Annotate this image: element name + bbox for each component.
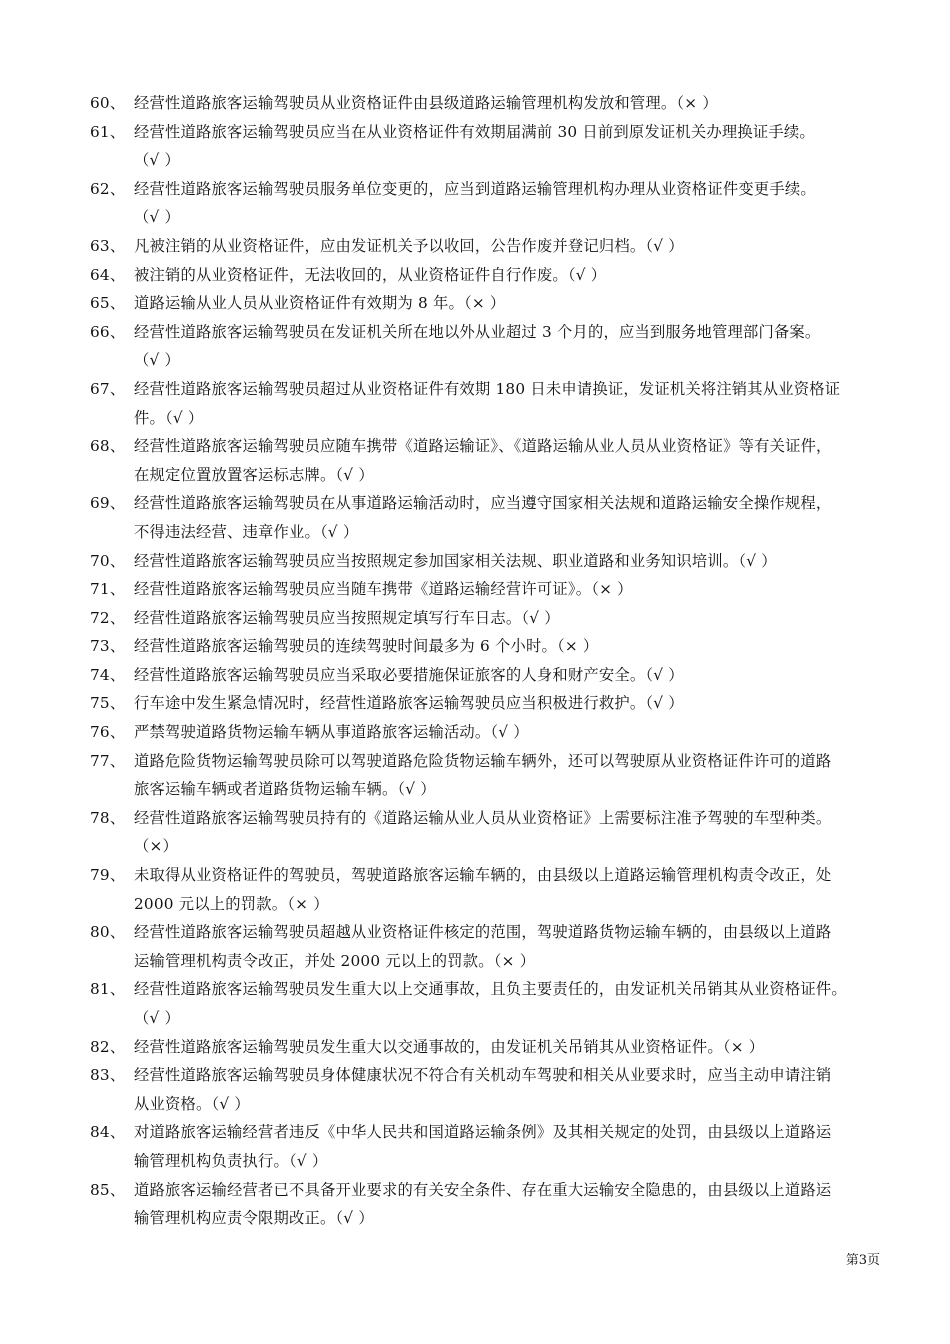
item-text [134, 318, 890, 375]
item-text-line: 经营性道路旅客运输驾驶员发生重大以交通事故的，由发证机关吊销其从业资格证件。（× ） [134, 1037, 765, 1056]
item-text [134, 289, 890, 318]
list-item [90, 232, 890, 261]
item-number: 75、 [90, 694, 126, 713]
item-text [134, 1061, 890, 1118]
list-item [90, 375, 890, 432]
list-item [90, 489, 890, 546]
item-text [134, 232, 890, 261]
item-number: 64、 [90, 265, 126, 284]
item-text-line: 经营性道路旅客运输驾驶员应随车携带《道路运输证》、《道路运输从业人员从业资格证》等有关证件， [134, 437, 832, 456]
item-text-line: 道路运输从业人员从业资格证件有效期为 8 年。（× ） [134, 294, 506, 313]
item-text-line: 经营性道路旅客运输驾驶员在发证机关所在地以外从业超过 3 个月的，应当到服务地管理部门备案。 [134, 322, 821, 341]
list-item [90, 804, 890, 861]
item-text [134, 489, 890, 546]
item-text [134, 632, 890, 661]
item-text-line: 行车途中发生紧急情况时，经营性道路旅客运输驾驶员应当积极进行救护。（√ ） [134, 694, 684, 713]
item-text [134, 375, 890, 432]
item-text-line: 经营性道路旅客运输驾驶员应当按照规定填写行车日志。（√ ） [134, 608, 560, 627]
list-item [90, 975, 890, 1032]
question-list [90, 89, 890, 1233]
item-text [134, 661, 890, 690]
item-text-line: 经营性道路旅客运输驾驶员超过从业资格证件有效期 180 日未申请换证，发证机关将注销其从业资格证 [134, 379, 841, 398]
item-text [134, 432, 890, 489]
item-number: 70、 [90, 551, 126, 570]
item-number: 72、 [90, 608, 126, 627]
item-text-line: 经营性道路旅客运输驾驶员应当随车携带《道路运输经营许可证》。（× ） [134, 580, 633, 599]
list-item [90, 689, 890, 718]
item-text-line: 从业资格。（√ ） [134, 1094, 250, 1113]
item-text-line: 被注销的从业资格证件，无法收回的，从业资格证件自行作废。（√ ） [134, 265, 607, 284]
item-text [134, 689, 890, 718]
item-text-line: 道路危险货物运输驾驶员除可以驾驶道路危险货物运输车辆外，还可以驾驶原从业资格证件许可的道路 [134, 751, 832, 770]
item-text-line: （√ ） [134, 208, 181, 227]
item-number: 77、 [90, 751, 126, 770]
list-item [90, 632, 890, 661]
item-text-line: 经营性道路旅客运输驾驶员应当在从业资格证件有效期届满前 30 日前到原发证机关办理换证手续。 [134, 122, 815, 141]
item-number: 79、 [90, 866, 126, 885]
page-number: 第3页 [845, 1253, 880, 1268]
list-item [90, 1118, 890, 1175]
item-number: 60、 [90, 94, 126, 112]
item-text-line: 经营性道路旅客运输驾驶员的连续驾驶时间最多为 6 个小时。（× ） [134, 637, 599, 656]
list-item [90, 575, 890, 604]
item-text-line: 经营性道路旅客运输驾驶员持有的《道路运输从业人员从业资格证》上需要标注准予驾驶的车型种类。 [134, 808, 832, 827]
item-text-line: （√ ） [134, 1009, 181, 1027]
item-number: 71、 [90, 580, 126, 599]
item-text [134, 261, 890, 290]
item-text-line: 不得违法经营、违章作业。（√ ） [134, 522, 359, 541]
item-text-line: 经营性道路旅客运输驾驶员在从事道路运输活动时，应当遵守国家相关法规和道路运输安全操作规程， [134, 494, 832, 513]
list-item [90, 175, 890, 232]
item-number: 68、 [90, 437, 126, 456]
list-item [90, 118, 890, 175]
item-text [134, 1118, 890, 1175]
item-text-line: 严禁驾驶道路货物运输车辆从事道路旅客运输活动。（√ ） [134, 723, 529, 742]
item-number: 63、 [90, 236, 126, 255]
item-text-line: （×） [134, 837, 179, 856]
item-text [134, 175, 890, 232]
item-text [134, 747, 890, 804]
item-text-line: 经营性道路旅客运输驾驶员应当按照规定参加国家相关法规、职业道路和业务知识培训。（√ ） [134, 551, 777, 570]
list-item [90, 861, 890, 918]
list-item [90, 718, 890, 747]
list-item [90, 1033, 890, 1062]
item-text-line: 经营性道路旅客运输驾驶员身体健康状况不符合有关机动车驾驶和相关从业要求时，应当主动申请注销 [134, 1066, 832, 1085]
item-text [134, 718, 890, 747]
item-number: 82、 [90, 1037, 126, 1056]
item-text-line: 对道路旅客运输经营者违反《中华人民共和国道路运输条例》及其相关规定的处罚，由县级以上道路运 [134, 1123, 832, 1142]
list-item [90, 432, 890, 489]
item-number: 61、 [90, 122, 126, 141]
list-item [90, 661, 890, 690]
item-text-line: 运输管理机构责令改正，并处 2000 元以上的罚款。（× ） [134, 951, 536, 970]
item-text [134, 89, 890, 118]
item-number: 83、 [90, 1066, 126, 1085]
item-number: 84、 [90, 1123, 126, 1142]
item-text-line: 输管理机构应责令限期改正。（√ ） [134, 1209, 374, 1228]
list-item [90, 918, 890, 975]
item-number: 62、 [90, 179, 126, 198]
list-item [90, 261, 890, 290]
item-text-line: 经营性道路旅客运输驾驶员服务单位变更的，应当到道路运输管理机构办理从业资格证件变更手续。 [134, 179, 816, 198]
item-number: 81、 [90, 980, 126, 999]
item-text-line: 经营性道路旅客运输驾驶员应当采取必要措施保证旅客的人身和财产安全。（√ ） [134, 665, 684, 684]
list-item [90, 747, 890, 804]
item-number: 80、 [90, 923, 126, 942]
item-text-line: 件。（√ ） [134, 408, 204, 427]
list-item [90, 289, 890, 318]
item-number: 76、 [90, 723, 126, 742]
item-text [134, 547, 890, 576]
item-text [134, 1033, 890, 1062]
item-text-line: 2000 元以上的罚款。（× ） [134, 894, 329, 913]
item-number: 74、 [90, 665, 126, 684]
item-number: 69、 [90, 494, 126, 513]
item-text-line: 经营性道路旅客运输驾驶员超越从业资格证件核定的范围，驾驶道路货物运输车辆的，由县级以上道路 [134, 923, 832, 942]
list-item [90, 318, 890, 375]
item-number: 66、 [90, 322, 126, 341]
item-text [134, 804, 890, 861]
list-item [90, 89, 890, 118]
item-text-line: 道路旅客运输经营者已不具备开业要求的有关安全条件、存在重大运输安全隐患的，由县级以上道路运 [134, 1180, 832, 1199]
item-text-line: 未取得从业资格证件的驾驶员，驾驶道路旅客运输车辆的，由县级以上道路运输管理机构责令改正，处 [134, 866, 832, 885]
item-number: 67、 [90, 379, 126, 398]
item-number: 65、 [90, 294, 126, 313]
item-text-line: 输管理机构负责执行。（√ ） [134, 1151, 328, 1170]
item-text-line: （√ ） [134, 351, 181, 370]
list-item [90, 1061, 890, 1118]
item-text-line: 在规定位置放置客运标志牌。（√ ） [134, 465, 374, 484]
item-number: 73、 [90, 637, 126, 656]
item-text-line: 经营性道路旅客运输驾驶员从业资格证件由县级道路运输管理机构发放和管理。（× ） [134, 94, 718, 112]
item-text [134, 575, 890, 604]
item-text-line: 旅客运输车辆或者道路货物运输车辆。（√ ） [134, 780, 436, 799]
item-text-line: 经营性道路旅客运输驾驶员发生重大以上交通事故，且负主要责任的，由发证机关吊销其从业资格证件。 [134, 980, 847, 999]
item-text [134, 604, 890, 633]
item-text [134, 1176, 890, 1233]
item-text [134, 861, 890, 918]
list-item [90, 547, 890, 576]
item-number: 78、 [90, 808, 126, 827]
item-text [134, 918, 890, 975]
list-item [90, 1176, 890, 1233]
item-text [134, 118, 890, 175]
item-number: 85、 [90, 1180, 126, 1199]
item-text-line: （√ ） [134, 151, 181, 170]
list-item [90, 604, 890, 633]
item-text [134, 975, 890, 1032]
item-text-line: 凡被注销的从业资格证件，应由发证机关予以收回，公告作废并登记归档。（√ ） [134, 236, 684, 255]
